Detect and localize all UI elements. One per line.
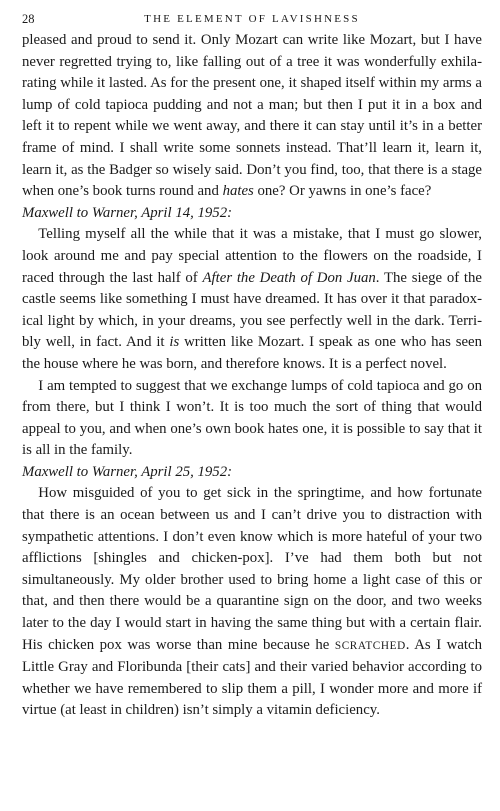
paragraph-emphasis: is — [169, 334, 180, 351]
body-text — [22, 30, 482, 722]
letter-paragraph — [22, 483, 482, 722]
book-title-reference: After the Death of Don Juan — [202, 269, 376, 286]
paragraph-text: written like Mozart. I speak as one who has seen the house where he was born, and therefore knows. It is a perfect novel. — [22, 334, 482, 372]
paragraph-text: . As I watch Little Gray and Floribunda [their cats] and their varied behavior according to whether we have remembered to slip them a pill, I wonder more and more if virtue (at least in children) isn’t simply a vitamin deficiency. — [22, 636, 483, 719]
letter-heading: Maxwell to Warner, April 25, 1952: — [22, 463, 233, 480]
paragraph-text: How misguided of you to get sick in the springtime, and how fortunate that there is an ocean between us and I can’t drive you to distraction with sympathetic attentions. I don’t even know which is more hateful of your two afflictions [shingles and chicken-pox]. I’ve had them both but not simultaneously. My older brother used to bring home a light case of this or that, and then there would be a quarantine sign on the door, and two weeks later to the day I would start in having the same thing but with a certain flair. His chicken pox was worse than mine because he — [22, 485, 482, 653]
letter-paragraph — [22, 224, 482, 375]
book-title: THE ELEMENT OF LAVISHNESS — [144, 13, 360, 25]
opening-text: pleased and proud to send it. Only Mozart can write like Mozart, but I have never regretted trying to, like falling out of a tree it was wonderfully exhilarating while it lasted. As for the present one, it shaped itself within my arms a lump of cold tapioca pudding and not a man; but then I put it in a box and left it to repent while we went away, and there it can stay until it’s in a better frame of mind. I shall write some sonnets instead. That’ll learn it, learn it, learn it, as the Badger so wisely said. Don’t you find, too, that there is a stage when one’s book turns round and — [22, 32, 482, 200]
letter-heading: Maxwell to Warner, April 14, 1952: — [22, 204, 233, 221]
small-caps-word: SCRATCHED — [334, 639, 406, 652]
opening-text-end: one? Or yawns in one’s face? — [257, 183, 432, 200]
book-page — [22, 8, 482, 803]
opening-paragraph — [22, 30, 482, 203]
letter-paragraph: I am tempted to suggest that we exchange lumps of cold tapioca and go on from there, but I think I won’t. It is too much the sort of thing that would appeal to you, and when one’s own book hates one, it is possible to say that it is all in the family. — [22, 377, 482, 459]
page-number: 28 — [22, 12, 35, 26]
running-head — [22, 8, 482, 30]
paragraph-text: Telling myself all the while that it was a mistake, that I must go slower, look around me and pay special attention to the flowers on the roadside, I raced through the last half of — [22, 226, 482, 286]
paragraph-text: . The siege of the castle seems like something I must have dreamed. It has over it that paradoxical light by which, in your dreams, you see perfectly well in the dark. Terribly well, in fact. And it — [22, 269, 482, 351]
opening-emphasis: hates — [222, 183, 254, 200]
